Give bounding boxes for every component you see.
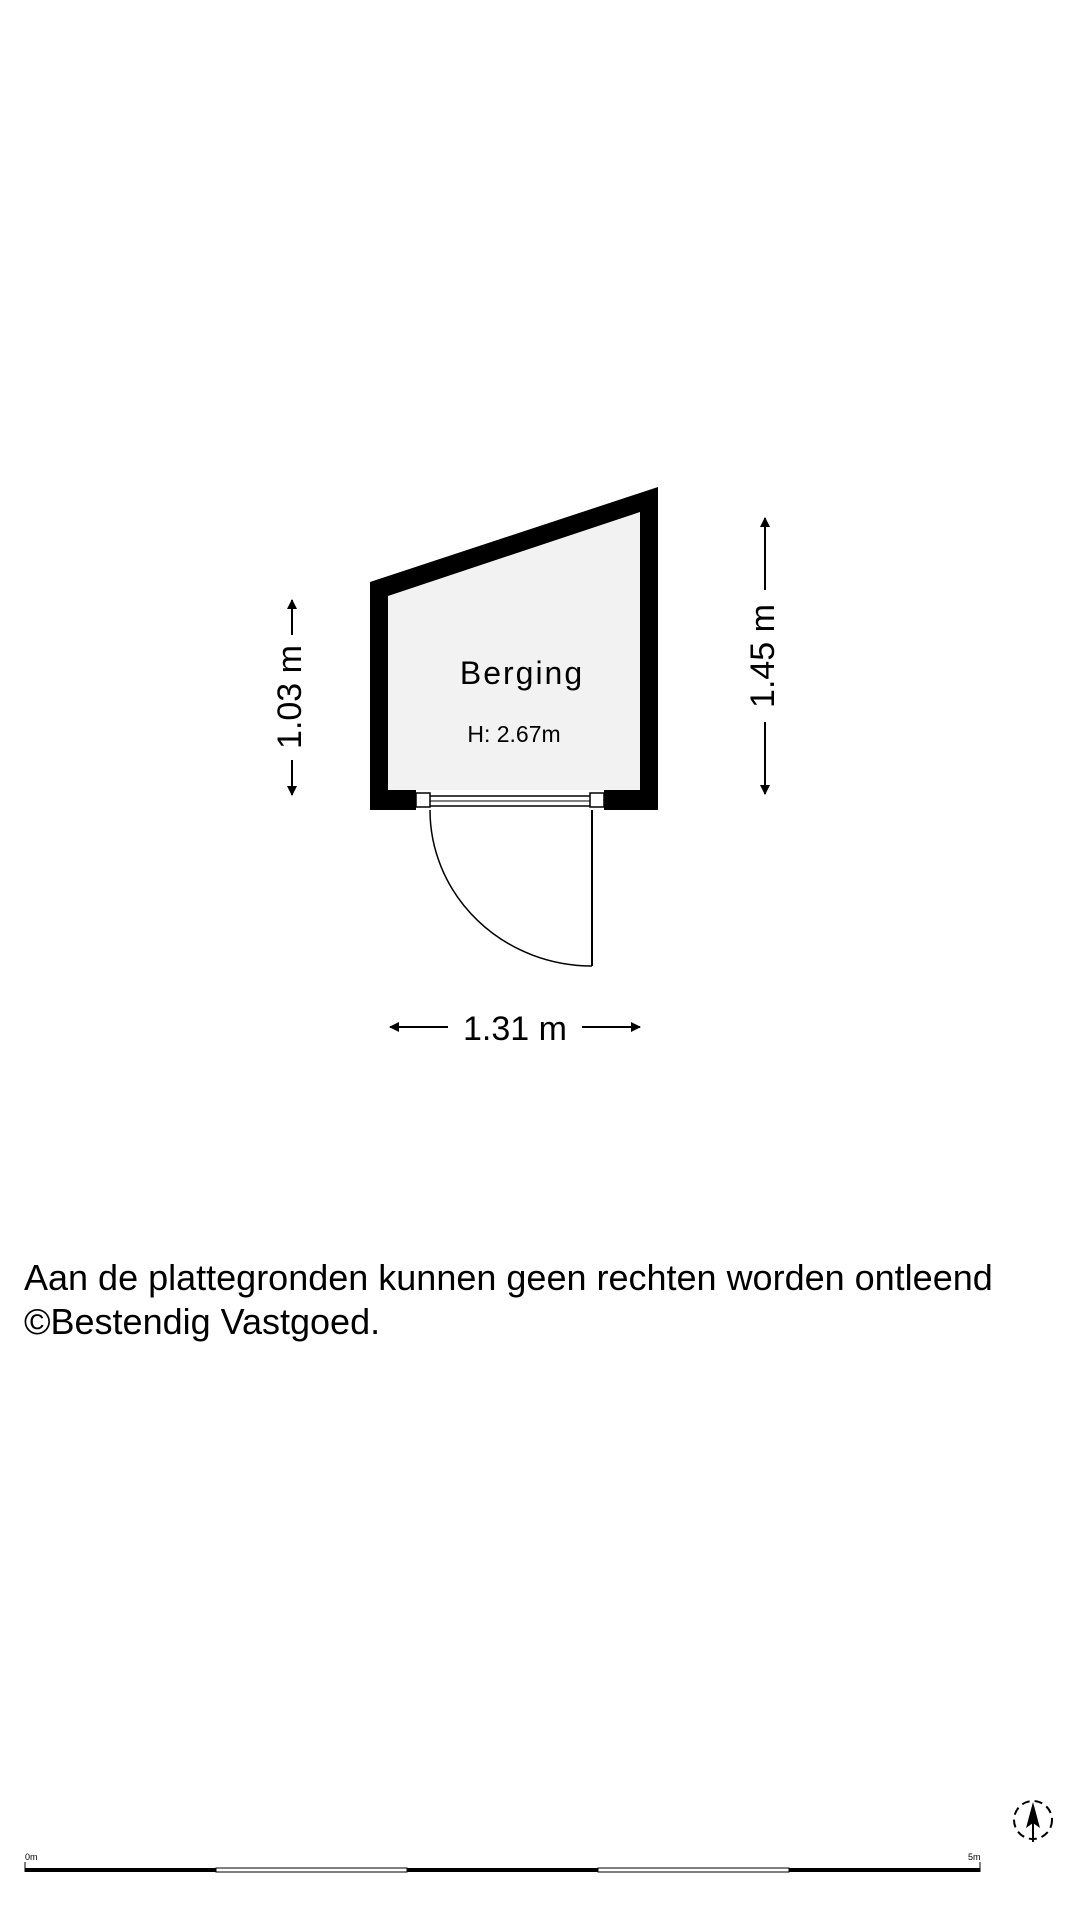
disclaimer-line-1: Aan de plattegronden kunnen geen rechten worden ontleend [24, 1257, 993, 1298]
dimension-left-label: 1.03 m [270, 645, 309, 749]
scale-segment-3 [407, 1868, 598, 1872]
door-jamb-left [416, 793, 430, 807]
room-name: Berging [459, 655, 585, 691]
scale-bar [25, 1852, 981, 1872]
scale-segment-1 [25, 1868, 216, 1872]
door-swing-arc [430, 810, 592, 966]
dimension-right-label: 1.45 m [743, 604, 782, 708]
scale-segment-2 [216, 1868, 407, 1872]
scale-segment-4 [598, 1868, 789, 1872]
scale-end-label: 5m [968, 1852, 981, 1862]
scale-segment-5 [789, 1868, 980, 1872]
scale-start-label: 0m [25, 1852, 38, 1862]
copyright-line: ©Bestendig Vastgoed. [24, 1301, 381, 1342]
room-height: H: 2.67m [467, 721, 561, 747]
disclaimer [24, 1256, 993, 1344]
door-opening [416, 790, 604, 810]
dimension-bottom-label: 1.31 m [463, 1010, 567, 1048]
compass-icon [1014, 1801, 1052, 1842]
door-jamb-right [590, 793, 604, 807]
